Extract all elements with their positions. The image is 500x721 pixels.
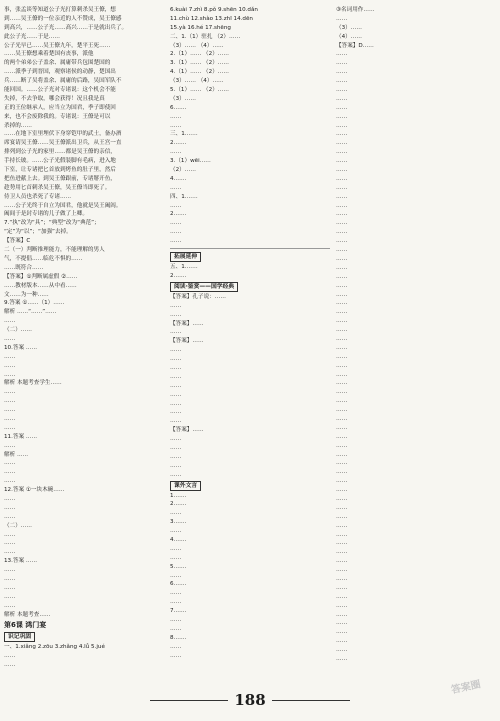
text-line: ……	[170, 311, 182, 318]
text-line: ……	[4, 576, 16, 582]
text-line: ……	[4, 407, 16, 414]
text-line: 【答案】……	[170, 338, 204, 345]
text-line: ……	[336, 558, 348, 565]
text-line: ……	[336, 167, 348, 174]
text-line: 3.……	[170, 519, 187, 526]
text-line: ……	[336, 122, 348, 129]
text-line: ……	[336, 140, 348, 147]
lesson-title: 第6课 鸿门宴	[4, 621, 47, 630]
text-line: ……	[336, 309, 348, 316]
text-line: ……	[4, 653, 16, 660]
text-line: （二）……	[4, 522, 32, 529]
text-line: ……	[4, 353, 16, 360]
text-line: ……	[336, 531, 348, 538]
text-line: ……	[336, 451, 348, 458]
text-line: 趁势用匕首刺杀吴王僚，吴王僚当即死了。	[4, 184, 111, 191]
text-line: ……	[170, 400, 182, 407]
text-line: ……	[170, 436, 182, 443]
text-line: ……	[170, 510, 182, 517]
text-line: ……	[336, 229, 348, 236]
text-line: ……	[170, 409, 182, 416]
text-line: ……	[336, 335, 348, 342]
text-line: ……	[336, 469, 348, 476]
text-line: ……	[336, 104, 348, 111]
text-line: ……	[336, 522, 348, 529]
text-line: ……	[336, 487, 348, 494]
text-line: ……	[336, 549, 348, 556]
text-line: ……	[336, 51, 348, 58]
text-line: ……	[336, 584, 348, 591]
text-line: ……	[170, 554, 182, 561]
text-line: ……	[4, 362, 16, 369]
text-line: 文……为一种……	[4, 291, 49, 298]
text-line: ……	[336, 629, 348, 636]
text-line: ……	[4, 442, 16, 449]
text-line: 4.（1）…… （2）……	[170, 69, 229, 76]
text-line: ……	[4, 389, 16, 396]
text-line: 此公子光……于是……	[4, 33, 60, 40]
text-line: ……	[336, 620, 348, 627]
text-line: ……	[336, 175, 348, 182]
text-line: ……	[4, 567, 16, 574]
text-line: 1.……	[170, 492, 187, 499]
text-line: ……	[170, 356, 182, 363]
text-line: 【答案】D……	[336, 42, 374, 49]
footer-rule-left	[150, 700, 228, 701]
text-line: 气，不提倡……临危不惧的……	[4, 255, 83, 262]
text-line: ……	[4, 371, 16, 378]
column-left	[4, 6, 166, 686]
text-line: ……	[336, 460, 348, 467]
text-line: 失掉，不去争取，哪会获得！况且我是真	[4, 95, 105, 102]
text-line: ……	[170, 625, 182, 632]
text-line: （4）……	[336, 33, 362, 40]
divider	[170, 248, 330, 249]
text-line: ……	[170, 471, 182, 478]
text-line: ……	[4, 540, 16, 547]
text-line: 4.……	[170, 536, 187, 543]
text-line: ……既符合……	[4, 264, 44, 271]
text-line: ……	[336, 184, 348, 191]
text-line: 10.答案 ……	[4, 344, 38, 351]
text-line: ……	[4, 513, 16, 520]
text-line: ……	[170, 347, 182, 354]
text-line: ……	[170, 220, 182, 227]
text-line: ……	[336, 656, 348, 663]
text-line: 7.……	[170, 608, 187, 615]
text-line: 7.“执”改为“具”；“典型”改为“典范”；	[4, 220, 100, 227]
text-line: ……	[170, 590, 182, 597]
text-line: 解析 本题考查学生……	[4, 380, 62, 387]
text-line: 【答案】孔子说：……	[170, 293, 226, 300]
text-line: 下室，让专诸把匕首放到烤鱼的肚子里，然后	[4, 167, 116, 174]
text-line: 2.……	[170, 272, 187, 279]
text-line: ……	[4, 424, 16, 431]
text-line: 能回国。……公子光对专诸说：这个机会不能	[4, 87, 116, 94]
text-line: ……	[4, 469, 16, 476]
text-line: 6.……	[170, 581, 187, 588]
text-line: 11.答案 ……	[4, 433, 38, 440]
text-line: 来，也不会废除我的。专诸说：王僚是可以	[4, 113, 111, 120]
text-line: 2.……	[170, 501, 187, 508]
text-line: 【答案】……	[170, 320, 204, 327]
text-line: 6.kuài 7.zhì 8.pǒ 9.shēn 10.dǎn	[170, 7, 258, 13]
text-line: ……	[4, 504, 16, 511]
text-line: 公子光早已……吴王僚九年，楚平王死……	[4, 42, 111, 49]
text-line: ③名词用作……	[336, 7, 375, 13]
text-line: ……	[170, 528, 182, 535]
text-line: ……	[4, 662, 16, 669]
text-line: ……	[336, 264, 348, 271]
text-line: ……	[336, 442, 348, 449]
text-line: ……派季子到晋国，观察诸侯的动静，楚国出	[4, 69, 116, 76]
text-line: ……	[336, 327, 348, 334]
text-line: 杀掉的……	[4, 122, 32, 129]
text-line: ……	[336, 424, 348, 431]
text-line: 2.（1）…… （2）……	[170, 51, 229, 58]
text-line: ……	[336, 433, 348, 440]
text-line: ……	[336, 247, 348, 254]
text-line: ……	[336, 69, 348, 76]
text-line: 二（一）判断推理能力，不能理解的男人	[4, 247, 105, 254]
text-line: 11.chù 12.shào 13.zhī 14.dēn	[170, 15, 253, 22]
text-line: 12.答案 ①一块木碗……	[4, 487, 65, 494]
text-line: ……	[336, 149, 348, 156]
text-line: （2）……	[170, 167, 196, 174]
text-line: 5.……	[170, 563, 187, 570]
text-line: ……	[4, 318, 16, 325]
text-line: 8.……	[170, 634, 187, 641]
text-line: 侍卫人员也杀死了专诸……	[4, 193, 72, 200]
text-line: ……	[336, 113, 348, 120]
text-line: ……	[336, 344, 348, 351]
text-line: ……	[336, 291, 348, 298]
text-line: ……	[336, 158, 348, 165]
text-line: ……	[336, 593, 348, 600]
text-line: ……	[170, 238, 182, 245]
text-line: 席宴请吴王僚……吴王僚派出卫兵，从王宫一直	[4, 140, 122, 147]
text-line: ……	[336, 647, 348, 654]
text-line: （3）……	[170, 95, 196, 102]
text-line: ……	[336, 576, 348, 582]
text-line: ……	[170, 184, 182, 191]
text-line: ……	[336, 602, 348, 609]
text-line: ……	[336, 318, 348, 325]
text-line: ……	[170, 373, 182, 380]
text-line: ……	[170, 149, 182, 156]
text-line: ……	[170, 462, 182, 469]
text-line: ……	[336, 540, 348, 547]
text-line: （3）……	[336, 24, 362, 31]
text-line: ……	[170, 453, 182, 460]
text-line: ……	[170, 122, 182, 129]
text-line: ……	[170, 113, 182, 120]
section-label-recall: 识记巩固	[4, 632, 35, 642]
text-line: 【答案】①判断属虚假 ②……	[4, 273, 78, 280]
text-line: ……	[170, 444, 182, 451]
text-line: ……	[170, 652, 182, 659]
text-line: 解析 ……	[4, 451, 29, 458]
text-line: ……	[336, 353, 348, 360]
text-line: 2.……	[170, 140, 187, 147]
text-line: ……	[336, 300, 348, 307]
watermark-logo: 答案圈	[450, 679, 482, 697]
text-line: ……	[336, 389, 348, 396]
text-line: 9.答案 ①……（1）……	[4, 300, 65, 307]
text-line: ……	[170, 643, 182, 650]
text-line: ……	[336, 211, 348, 218]
text-line: ……	[170, 545, 182, 552]
text-line: 三、1.……	[170, 131, 198, 138]
text-line: ……	[336, 371, 348, 378]
text-line: 3.（1）wēi……	[170, 158, 211, 165]
text-line: ……	[336, 415, 348, 422]
text-line: ……	[336, 407, 348, 414]
text-line: 【答案】C	[4, 238, 31, 245]
text-line: 15.yà 16.hé 17.shēng	[170, 24, 231, 31]
text-line: ……	[336, 78, 348, 85]
text-line: ……	[4, 415, 16, 422]
text-line: ……	[336, 504, 348, 511]
section-label-extracurricular: 课外文言	[170, 481, 201, 491]
section-label-classics: 阅读·鉴赏——国学经典	[170, 282, 238, 292]
text-line: ……	[170, 302, 182, 309]
text-line: ……	[336, 478, 348, 485]
text-line: ……	[336, 238, 348, 245]
text-line: 到……吴王僚的一位亲近的人不赞成，吴王僚感	[4, 15, 122, 22]
text-line: ……	[170, 599, 182, 606]
text-line: ……	[4, 398, 16, 405]
text-line: ……	[170, 229, 182, 236]
text-line: ……	[336, 202, 348, 209]
text-line: 五、1.……	[170, 264, 198, 271]
text-line: 5.（1）…… （2）……	[170, 87, 229, 94]
text-line: ……	[170, 382, 182, 389]
text-line: 【答案】……	[170, 427, 204, 434]
text-line: ……在地下室里埋伏下身穿铠甲的武士，备办酒	[4, 131, 122, 138]
text-line: 4.……	[170, 175, 187, 182]
text-line: ……	[170, 329, 182, 336]
text-line: ……	[336, 87, 348, 94]
text-line: ……	[336, 273, 348, 280]
text-line: （3）…… （4）……	[170, 78, 224, 85]
text-line: ……	[170, 617, 182, 623]
text-line: ……	[336, 567, 348, 574]
text-line: 的两个弟弟公子盖余、属庸带兵包围楚国的	[4, 60, 111, 67]
text-line: ……	[336, 380, 348, 387]
text-line: ……	[4, 495, 16, 502]
text-line: 手持长铍。……公子光假装脚有毛病，进入地	[4, 158, 116, 165]
text-line: ……公子光终于自立为国君，他就是吴王阖闾。	[4, 202, 122, 209]
text-line: （二）……	[4, 327, 32, 334]
text-line: ……	[4, 478, 16, 485]
text-line: ……	[336, 495, 348, 502]
text-line: ……	[170, 364, 182, 371]
text-line: ……	[336, 15, 348, 22]
text-line: 13.答案 ……	[4, 558, 38, 565]
text-line: ……	[4, 335, 16, 342]
text-line: “定”为“以”；“加强”去掉。	[4, 229, 72, 236]
text-line: （3）…… （4）……	[170, 42, 224, 49]
text-line: ……吴王僚想乘着楚国有丧事，派他	[4, 51, 94, 58]
text-line: 四、1.……	[170, 193, 198, 200]
text-line: ……	[336, 131, 348, 138]
text-line: 3.（1）…… （2）……	[170, 60, 229, 67]
text-line: ……	[336, 95, 348, 102]
text-line: ……	[170, 572, 182, 579]
text-line: ……	[170, 391, 182, 398]
text-line: ……	[4, 460, 16, 467]
text-line: ……教材版本……从中看……	[4, 282, 77, 289]
text-line: ……	[336, 220, 348, 227]
section-label-extension: 拓展延伸	[170, 252, 201, 262]
text-line: 正的王位继承人，应当立为国君，季子即使回	[4, 104, 116, 111]
text-line: 排列到公子光的家里……都是吴王僚的亲信，	[4, 149, 116, 156]
text-line: ……	[336, 611, 348, 618]
text-line: 一、1.xiǎng 2.zōu 3.zhǎng 4.lǚ 5.jué	[4, 644, 105, 651]
text-line: 到高兴，……公子光……高兴……于是就出兵了。	[4, 24, 128, 31]
text-line: ……	[336, 638, 348, 645]
text-line: ……	[336, 255, 348, 262]
text-line: ……	[336, 398, 348, 405]
text-line: ……	[4, 531, 16, 538]
text-line: ……	[336, 362, 348, 369]
text-line: ……	[336, 282, 348, 289]
column-middle	[170, 6, 330, 686]
text-line: ……	[4, 593, 16, 600]
text-line: 把鱼进献上去。到吴王僚跟前，专诸掰开鱼，	[4, 175, 116, 182]
page-number: 188	[234, 691, 266, 709]
text-line: 二、1.（1）驻扎 （2）……	[170, 33, 241, 40]
text-line: ……	[4, 549, 16, 556]
text-line: ……	[170, 202, 182, 209]
text-line: ……	[4, 584, 16, 591]
text-line: 解析 本题考查……	[4, 611, 51, 618]
text-line: 解析 ……“……”……	[4, 309, 57, 316]
text-line: 事，张孟谈等知道公子光打算刺杀吴王僚，想	[4, 7, 116, 13]
column-right	[336, 6, 496, 686]
text-line: 6.……	[170, 104, 187, 111]
text-line: ……	[170, 418, 182, 425]
text-line: 阖闾于是封专诸的儿子做了上卿。	[4, 211, 88, 218]
page-footer	[0, 690, 500, 710]
text-line: ……	[336, 193, 348, 200]
text-line: ……	[336, 513, 348, 520]
text-line: 2.……	[170, 211, 187, 218]
text-line: ……	[4, 602, 16, 609]
footer-rule-right	[272, 700, 350, 701]
text-line: ……	[336, 60, 348, 67]
text-line: 兵……断了吴将盖余、属庸的后路，吴国军队不	[4, 78, 122, 85]
